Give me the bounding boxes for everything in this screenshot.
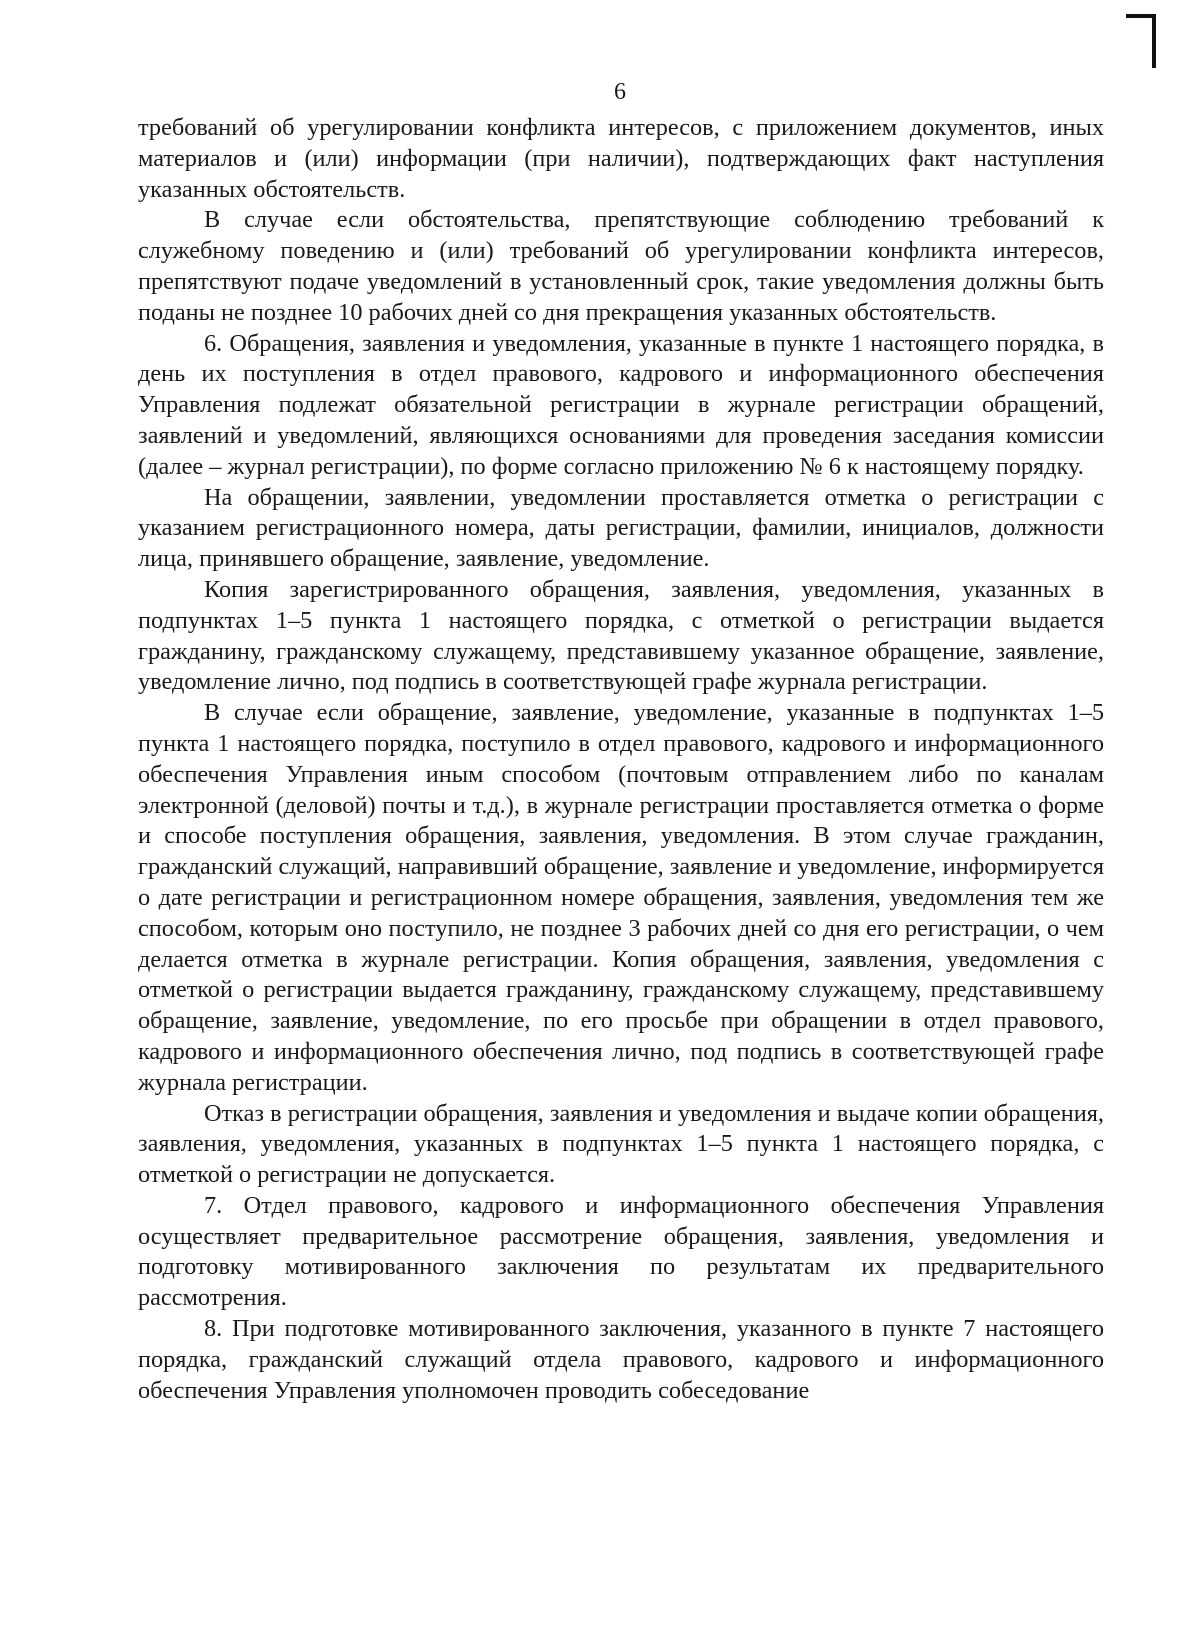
paragraph-other-delivery-method: В случае если обращение, заявление, уведомление, указанные в подпунктах 1–5 пункта 1 настоящего порядка, поступило в отдел правового, кадрового и информационного обеспечения Управления иным способом (почтовым отправлением либо по каналам электронной (деловой) почты и т.д.), в журнале регистрации проставляется отметка о форме и способе поступления обращения, заявления, уведомления. В этом случае гражданин, гражданский служащий, направивший обращение, заявление и уведомление, информируется о дате регистрации и регистрационном номере обращения, заявления, уведомления тем же способом, которым оно поступило, не позднее 3 рабочих дней со дня его регистрации, о чем делается отметка в журнале регистрации. Копия обращения, заявления, уведомления с отметкой о регистрации выдается гражданину, гражданскому служащему, представившему обращение, заявление, уведомление, по его просьбе при обращении в отдел правового, кадрового и информационного обеспечения лично, под подпись в соответствующей графе журнала регистрации. bbox=[138, 699, 1104, 1096]
paragraph-item-8-interview: 8. При подготовке мотивированного заключения, указанного в пункте 7 настоящего порядка, гражданский служащий отдела правового, кадрового и информационного обеспечения Управления уполномочен проводить собеседование bbox=[138, 1315, 1104, 1404]
paragraph-refusal-not-allowed: Отказ в регистрации обращения, заявления и уведомления и выдаче копии обращения, заявления, уведомления, указанных в подпунктах 1–5 пункта 1 настоящего порядка, с отметкой о регистрации не допускается. bbox=[138, 1099, 1104, 1189]
paragraph-deadline-extension: В случае если обстоятельства, препятствующие соблюдению требований к служебному поведению и (или) требований об урегулировании конфликта интересов, препятствуют подаче уведомлений в установленный срок, такие уведомления должны быть поданы не позднее 10 рабочих дней со дня прекращения указанных обстоятельств. bbox=[138, 206, 1104, 326]
document-body bbox=[138, 113, 1104, 1406]
paragraph-item-6-registration: 6. Обращения, заявления и уведомления, указанные в пункте 1 настоящего порядка, в день их поступления в отдел правового, кадрового и информационного обеспечения Управления подлежат обязательной регистрации в журнале регистрации обращений, заявлений и уведомлений, являющихся основаниями для проведения заседания комиссии (далее – журнал регистрации), по форме согласно приложению № 6 к настоящему порядку. bbox=[138, 329, 1104, 480]
paragraph-continuation: требований об урегулировании конфликта интересов, с приложением документов, иных материалов и (или) информации (при наличии), подтверждающих факт наступления указанных обстоятельств. bbox=[138, 114, 1104, 203]
paragraph-item-7-preliminary-review: 7. Отдел правового, кадрового и информационного обеспечения Управления осуществляет предварительное рассмотрение обращения, заявления, уведомления и подготовку мотивированного заключения по результатам их предварительного рассмотрения. bbox=[138, 1191, 1104, 1312]
corner-bracket-mark bbox=[1124, 12, 1158, 70]
paragraph-registration-mark: На обращении, заявлении, уведомлении проставляется отметка о регистрации с указанием регистрационного номера, даты регистрации, фамилии, инициалов, должности лица, принявшего обращение, заявление, уведомление. bbox=[138, 483, 1104, 573]
paragraph-registered-copy: Копия зарегистрированного обращения, заявления, уведомления, указанных в подпунктах 1–5 пункта 1 настоящего порядка, с отметкой о регистрации выдается гражданину, гражданскому служащему, представившему указанное обращение, заявление, уведомление лично, под подпись в соответствующей графе журнала регистрации. bbox=[138, 575, 1104, 696]
page-number: 6 bbox=[614, 79, 626, 105]
